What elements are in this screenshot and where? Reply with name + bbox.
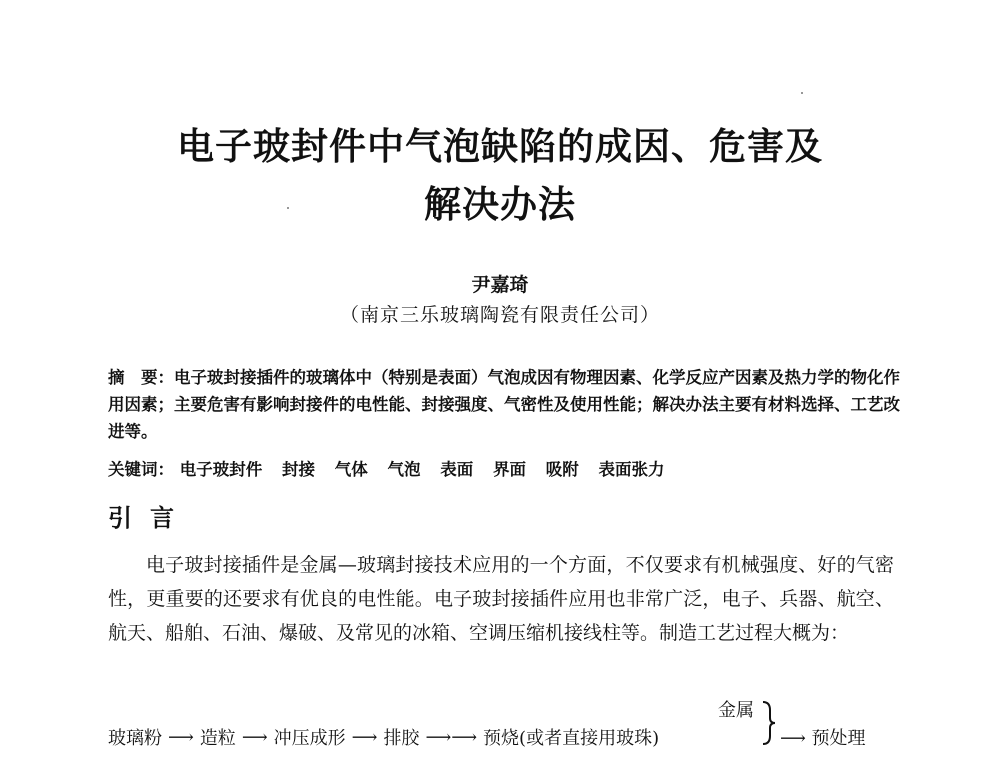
section-heading: 引言 — [108, 504, 192, 532]
author-name: 尹嘉琦 — [471, 274, 529, 296]
process-final — [780, 724, 866, 750]
process-step: 排胶 — [383, 728, 420, 749]
keywords-label: 关键词： — [108, 460, 174, 479]
process-step: 预烧(或者直接用玻珠) — [483, 728, 660, 749]
abstract-text: 电子玻封接插件的玻璃体中（特别是表面）气泡成因有物理因素、化学反应产因素及热力学的物化作用因素；主要危害有影响封接件的电性能、封接强度、气密性及使用性能；解决办法主要有材料选择、工艺改进等。 — [108, 368, 900, 441]
process-step: 玻璃粉 — [108, 728, 162, 749]
abstract-label: 摘 要： — [108, 368, 174, 387]
paper-title-line2: 解决办法 — [424, 183, 576, 226]
keyword: 界面 — [493, 460, 526, 479]
process-flow — [108, 724, 659, 750]
abstract — [108, 364, 900, 445]
arrow-right-icon: ⟶ — [168, 726, 194, 748]
keyword: 电子玻封件 — [179, 460, 263, 479]
keyword: 表面 — [440, 460, 474, 479]
scan-speck — [801, 92, 803, 94]
keyword: 吸附 — [545, 460, 579, 479]
process-step: 冲压成形 — [273, 728, 346, 749]
arrow-right-icon: ⟶ — [351, 726, 378, 748]
keyword: 封接 — [282, 460, 315, 479]
arrow-right-icon: ⟶ — [780, 728, 806, 749]
brace-icon — [760, 700, 780, 746]
process-step: 造粒 — [199, 728, 236, 749]
paper-title-line1: 电子玻封件中气泡缺陷的成因、危害及 — [177, 125, 823, 168]
keyword: 气泡 — [387, 460, 421, 479]
arrow-right-icon: ⟶ — [241, 726, 268, 748]
keywords — [108, 456, 908, 480]
author-affiliation: （南京三乐玻璃陶瓷有限责任公司） — [339, 304, 660, 326]
scan-speck — [287, 207, 289, 209]
process-metal-label: 金属 — [718, 700, 754, 721]
intro-paragraph: 电子玻封接插件是金属—玻璃封接技术应用的一个方面，不仅要求有机械强度、好的气密性，更重要的还要求有优良的电性能。电子玻封接插件应用也非常广泛，电子、兵器、航空、航天、船舶、石油、爆破、及常见的冰箱、空调压缩机接线柱等。制造工艺过程大概为： — [108, 554, 894, 644]
process-final-step: 预处理 — [811, 728, 866, 749]
arrow-right-icon: ⟶⟶ — [425, 726, 478, 748]
keyword: 气体 — [334, 460, 368, 479]
keyword: 表面张力 — [598, 460, 665, 479]
